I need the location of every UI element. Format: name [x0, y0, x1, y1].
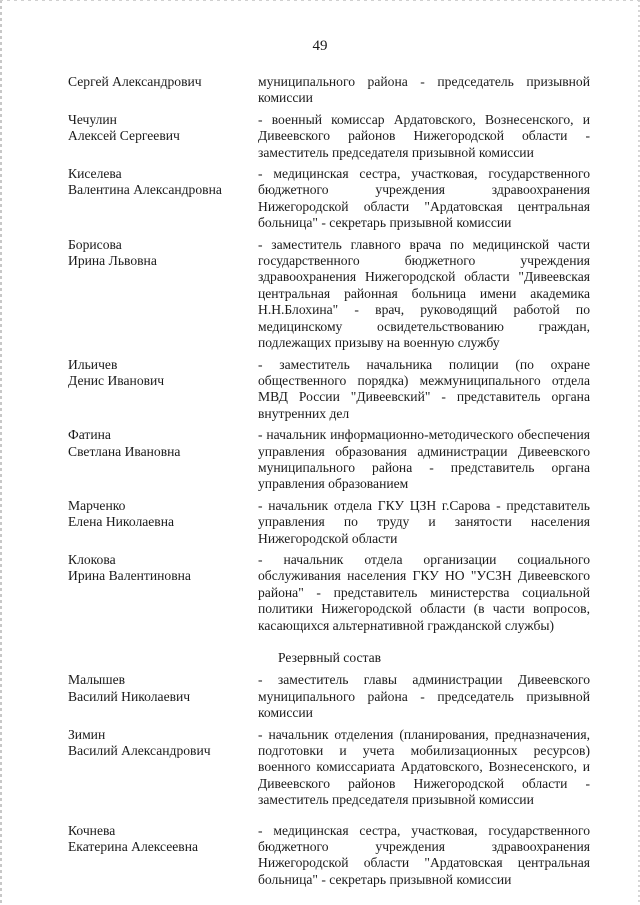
member-entry	[68, 823, 590, 889]
member-name-line: Алексей Сергеевич	[68, 128, 180, 144]
member-name	[68, 112, 258, 161]
reserve-section-title: Резервный состав	[278, 650, 382, 665]
member-name	[68, 727, 258, 809]
member-name-line: Елена Николаевна	[68, 514, 175, 530]
member-name	[68, 166, 258, 232]
member-name-line: Ирина Львовна	[68, 253, 157, 269]
member-entry	[68, 672, 590, 721]
member-role: - медицинская сестра, участковая, государственного бюджетного учреждения здравоохранения Нижегородской области "Ардатовская центральная больница" - секретарь призывной комиссии	[258, 166, 590, 231]
member-name	[68, 823, 258, 889]
member-name-line: Борисова	[68, 236, 122, 252]
member-name-line: Зимин	[68, 726, 106, 742]
scan-edge-left	[0, 0, 2, 905]
member-name	[68, 552, 258, 634]
member-name-line: Василий Николаевич	[68, 688, 191, 704]
member-role: - начальник отдела организации социального обслуживания населения ГКУ НО "УСЗН Дивеевского района" - представитель министерства социальной политики Нижегородской области (в части вопросов, касающихся альтернативной гражданской службы)	[258, 551, 590, 633]
member-name	[68, 672, 258, 721]
member-role: - заместитель главного врача по медицинской части государственного бюджетного учреждения здравоохранения Нижегородской области "Дивеевская центральная районная больница имени академика Н.Н.Блохина" - врач, руководящий работой по медицинскому освидетельствованию граждан, подлежащих призыву на военную службу	[258, 236, 590, 351]
member-role: - начальник отдела ГКУ ЦЗН г.Сарова - представитель управления по труду и занятости населения Нижегородской области	[258, 497, 590, 546]
member-name-line: Денис Иванович	[68, 372, 165, 388]
member-name-line: Екатерина Алексеевна	[68, 839, 199, 855]
member-name	[68, 498, 258, 547]
member-role: - начальник информационно-методического обеспечения управления образования администрации Дивеевского муниципального района - представитель органа управления образованием	[258, 427, 590, 492]
commission-list	[68, 74, 590, 888]
member-name-line: Ильичев	[68, 356, 118, 372]
reserve-composition	[68, 672, 590, 888]
member-name-line: Валентина Александровна	[68, 182, 222, 198]
member-role: - заместитель главы администрации Дивеевского муниципального района - председатель призывной комиссии	[258, 672, 590, 721]
member-name	[68, 357, 258, 423]
member-entry	[68, 166, 590, 232]
member-entry	[68, 237, 590, 352]
member-role: - начальник отделения (планирования, предназначения, подготовки и учета мобилизационных ресурсов) военного комиссариата Ардатовского, Вознесенского, и Дивеевского районов Нижегородской области - заместитель председателя призывной комиссии	[258, 726, 590, 808]
member-name-line: Василий Александрович	[68, 743, 211, 759]
scan-edge-top	[0, 0, 640, 1]
member-name-line: Марченко	[68, 497, 126, 513]
member-name	[68, 237, 258, 352]
member-name-line: Ирина Валентиновна	[68, 568, 191, 584]
member-entry	[68, 427, 590, 493]
member-name-line: Сергей Александрович	[68, 74, 202, 89]
main-composition	[68, 74, 590, 634]
member-name-line: Малышев	[68, 672, 126, 688]
member-name-line: Кочнева	[68, 822, 116, 838]
member-name-line: Фатина	[68, 427, 111, 443]
member-entry	[68, 498, 590, 547]
member-name	[68, 427, 258, 493]
member-name	[68, 74, 258, 107]
member-role: муниципального района - председатель призывной комиссии	[258, 74, 590, 106]
member-name-line: Клокова	[68, 551, 116, 567]
member-entry	[68, 112, 590, 161]
member-entry	[68, 727, 590, 809]
member-name-line: Светлана Ивановна	[68, 443, 181, 459]
member-name-line: Чечулин	[68, 111, 117, 127]
member-role: - медицинская сестра, участковая, государственного бюджетного учреждения здравоохранения Нижегородской области "Ардатовская центральная больница" - секретарь призывной комиссии	[258, 822, 590, 887]
member-entry	[68, 552, 590, 634]
member-entry	[68, 74, 590, 107]
member-role: - заместитель начальника полиции (по охране общественного порядка) межмуниципального отдела МВД России "Дивеевский" - представитель органа внутренних дел	[258, 356, 590, 421]
member-name-line: Киселева	[68, 166, 122, 182]
page-number: 49	[312, 38, 328, 54]
member-role: - военный комиссар Ардатовского, Вознесенского, и Дивеевского районов Нижегородской области - заместитель председателя призывной комиссии	[258, 111, 590, 160]
member-entry	[68, 357, 590, 423]
